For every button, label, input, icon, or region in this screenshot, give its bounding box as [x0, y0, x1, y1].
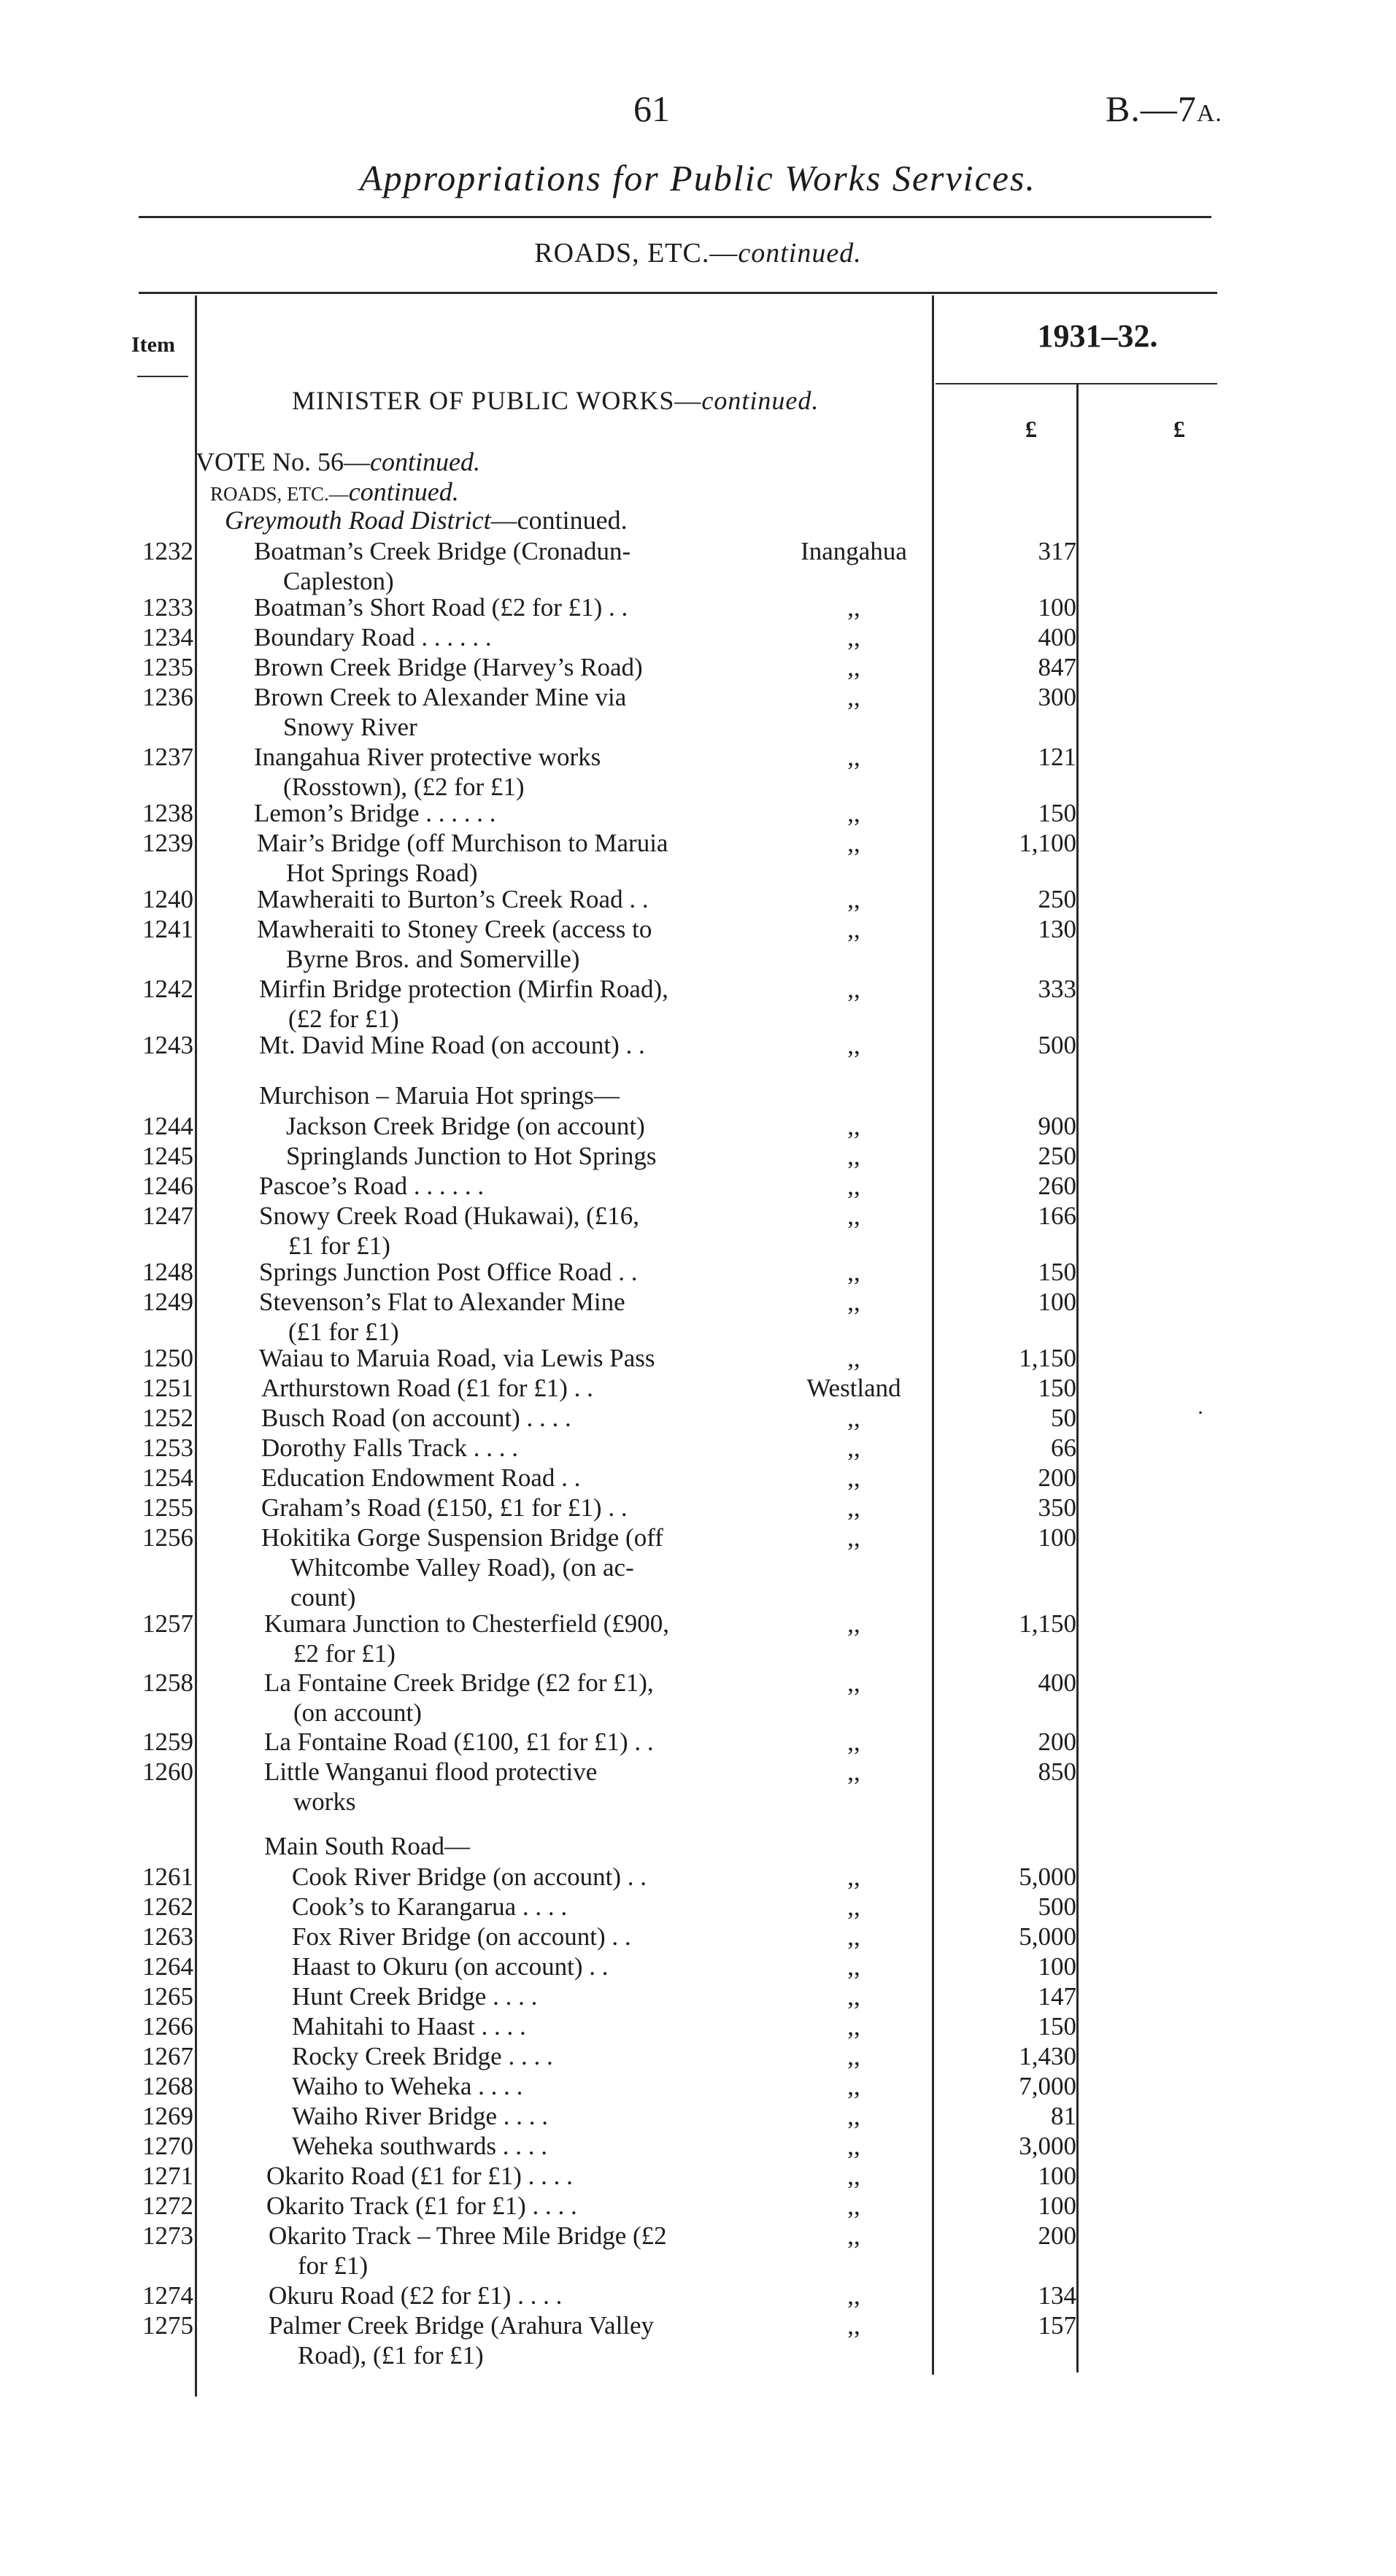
page-heading: Appropriations for Public Works Services. [360, 158, 1036, 198]
district-cell: ,, [847, 2012, 860, 2041]
amount-cell: 200 [1038, 1463, 1076, 1492]
item-description [292, 2071, 781, 2101]
district-cell: ,, [847, 1202, 860, 1230]
roads-heading-continued: continued. [348, 477, 459, 506]
amount-cell: 50 [1051, 1404, 1076, 1432]
description-line: Weheka southwards . . . . [292, 2132, 548, 2160]
item-number: 1238 [142, 799, 193, 827]
district-cell: ,, [847, 623, 860, 651]
amount-cell: 81 [1051, 2102, 1076, 2130]
item-description [292, 2011, 781, 2041]
item-column-divider [195, 295, 197, 2397]
description-line: Jackson Creek Bridge (on account) [286, 1112, 645, 1140]
amount-cell: 317 [1038, 537, 1076, 565]
amount-column-divider-mid [1076, 384, 1079, 2372]
item-number: 1275 [142, 2311, 193, 2340]
description-line: Snowy Creek Road (Hukawai), (£16, [259, 1202, 640, 1230]
description-line: Inangahua River protective works [254, 743, 601, 771]
item-description [292, 1892, 781, 1922]
description-line: works [293, 1787, 356, 1816]
district-cell: ,, [847, 2281, 860, 2310]
district-cell: ,, [847, 1523, 860, 1552]
item-description [292, 2041, 781, 2071]
description-line: La Fontaine Creek Bridge (£2 for £1), [264, 1668, 654, 1697]
description-line: Springlands Junction to Hot Springs [286, 1142, 657, 1170]
amount-cell: 1,150 [1019, 1609, 1076, 1638]
section-subheading [0, 237, 1396, 269]
district-cell: ,, [847, 2192, 860, 2220]
item-description [259, 1201, 748, 1261]
description-line: (£1 for £1) [288, 1318, 399, 1346]
item-number: 1251 [142, 1374, 193, 1402]
amount-cell: 100 [1038, 593, 1076, 622]
district-cell: ,, [847, 975, 860, 1003]
item-description [259, 1343, 748, 1373]
item-number: 1265 [142, 1982, 193, 2011]
description-line: Byrne Bros. and Somerville) [286, 945, 580, 973]
item-number: 1237 [142, 743, 193, 771]
heading-rule [139, 216, 1211, 218]
item-number: 1247 [142, 1202, 193, 1230]
district-cell: ,, [847, 1982, 860, 2011]
amount-cell: 200 [1038, 1728, 1076, 1756]
pound-header-col1: £ [1025, 416, 1037, 442]
description-line: Little Wanganui flood protective [264, 1757, 598, 1786]
district-cell: ,, [847, 1922, 860, 1951]
description-line: Education Endowment Road . . [261, 1463, 581, 1492]
item-description [261, 1493, 750, 1523]
district-cell: ,, [847, 1463, 860, 1492]
item-description [261, 1403, 750, 1433]
item-description [254, 682, 743, 742]
description-line: Okarito Track (£1 for £1) . . . . [266, 2192, 577, 2220]
district-cell: ,, [847, 2311, 860, 2340]
description-line: Arthurstown Road (£1 for £1) . . [261, 1374, 593, 1402]
item-number: 1256 [142, 1523, 193, 1552]
description-line: Rocky Creek Bridge . . . . [292, 2042, 553, 2070]
item-number: 1245 [142, 1142, 193, 1170]
item-description [254, 798, 743, 828]
description-line: Pascoe’s Road . . . . . . [259, 1172, 485, 1200]
item-description [261, 1523, 750, 1612]
district-cell: ,, [847, 1031, 860, 1059]
item-number: 1262 [142, 1892, 193, 1921]
description-line: (on account) [293, 1698, 422, 1727]
item-description [259, 1030, 748, 1060]
roads-heading-main: ROADS, ETC.— [210, 483, 349, 505]
item-description [254, 622, 743, 652]
item-description [292, 1952, 781, 1981]
amount-cell: 134 [1038, 2281, 1076, 2310]
description-line: Mawheraiti to Burton’s Creek Road . . [257, 885, 649, 913]
item-number: 1273 [142, 2221, 193, 2250]
district-cell: Inangahua [801, 537, 907, 565]
amount-cell: 5,000 [1019, 1863, 1076, 1891]
margin-speck: · [1197, 1401, 1204, 1425]
item-number: 1253 [142, 1434, 193, 1462]
amount-cell: 100 [1038, 1952, 1076, 1981]
description-line: Hot Springs Road) [286, 859, 478, 887]
item-number: 1271 [142, 2162, 193, 2190]
description-line: for £1) [298, 2251, 369, 2280]
amount-cell: 400 [1038, 1668, 1076, 1697]
item-number: 1258 [142, 1668, 193, 1697]
description-line: Waiau to Maruia Road, via Lewis Pass [259, 1344, 655, 1372]
amount-cell: 260 [1038, 1172, 1076, 1200]
ministry-heading-continued: continued. [701, 386, 820, 415]
district-cell: ,, [847, 1892, 860, 1921]
amount-cell: 100 [1038, 2162, 1076, 2190]
item-number: 1233 [142, 593, 193, 622]
description-line: La Fontaine Road (£100, £1 for £1) . . [264, 1728, 654, 1756]
item-description [261, 1433, 750, 1463]
district-cell: ,, [847, 1258, 860, 1286]
item-description [259, 1287, 748, 1347]
description-line: Waiho to Weheka . . . . [292, 2072, 523, 2100]
amount-cell: 150 [1038, 2012, 1076, 2041]
description-line: Hunt Creek Bridge . . . . [292, 1982, 538, 2011]
district-cell: ,, [847, 1863, 860, 1891]
district-cell: ,, [847, 1172, 860, 1200]
item-description [269, 2221, 757, 2281]
item-description [254, 652, 743, 682]
item-number: 1269 [142, 2102, 193, 2130]
document-reference-main: B.—7 [1106, 88, 1197, 129]
district-cell: Westland [806, 1374, 901, 1402]
item-number: 1250 [142, 1344, 193, 1372]
page-number: 61 [633, 88, 670, 129]
district-cell: ,, [847, 1434, 860, 1462]
district-cell: ,, [847, 915, 860, 943]
description-line: Graham’s Road (£150, £1 for £1) . . [261, 1493, 628, 1522]
vote-heading-main: VOTE No. 56— [196, 447, 370, 476]
amount-cell: 3,000 [1019, 2132, 1076, 2160]
description-line: Mt. David Mine Road (on account) . . [259, 1031, 645, 1059]
amount-cell: 500 [1038, 1031, 1076, 1059]
district-cell: ,, [847, 1728, 860, 1756]
pound-header-col2: £ [1173, 416, 1185, 442]
item-number: 1243 [142, 1031, 193, 1059]
amount-cell: 1,100 [1019, 829, 1076, 857]
amount-cell: 850 [1038, 1757, 1076, 1786]
item-description [264, 1757, 753, 1817]
description-line: (Rosstown), (£2 for £1) [283, 773, 525, 801]
section-subheading-main: ROADS, ETC.— [534, 238, 739, 268]
description-line: Brown Creek Bridge (Harvey’s Road) [254, 653, 643, 681]
item-number: 1246 [142, 1172, 193, 1200]
description-line: Mair’s Bridge (off Murchison to Maruia [257, 829, 668, 857]
document-reference-suffix: A. [1196, 100, 1222, 127]
item-description [292, 2131, 781, 2161]
amount-cell: 847 [1038, 653, 1076, 681]
item-description [292, 1981, 781, 2011]
item-header-rule [137, 376, 188, 377]
description-line: Mirfin Bridge protection (Mirfin Road), [259, 975, 668, 1003]
district-cell: ,, [847, 799, 860, 827]
description-line: Brown Creek to Alexander Mine via [254, 683, 627, 711]
amount-cell: 147 [1038, 1982, 1076, 2011]
item-number: 1259 [142, 1728, 193, 1756]
district-heading-continued: —continued. [490, 506, 628, 535]
district-cell: ,, [847, 1668, 860, 1697]
description-line: Busch Road (on account) . . . . [261, 1404, 571, 1432]
district-cell: ,, [847, 1493, 860, 1522]
description-line: Boundary Road . . . . . . [254, 623, 492, 651]
document-reference [1106, 88, 1222, 130]
description-line: Okarito Track – Three Mile Bridge (£2 [269, 2221, 667, 2250]
district-cell: ,, [847, 2162, 860, 2190]
amount-cell: 200 [1038, 2221, 1076, 2250]
amount-cell: 350 [1038, 1493, 1076, 1522]
description-line: £2 for £1) [293, 1639, 396, 1668]
description-line: Waiho River Bridge . . . . [292, 2102, 549, 2130]
item-description [286, 1141, 775, 1171]
amount-cell: 7,000 [1019, 2072, 1076, 2100]
district-cell: ,, [847, 1288, 860, 1316]
district-cell: ,, [847, 829, 860, 857]
section-subheading-continued: continued. [738, 238, 862, 268]
district-cell: ,, [847, 1142, 860, 1170]
item-description [292, 1862, 781, 1892]
item-description [269, 2310, 757, 2370]
district-cell: ,, [847, 653, 860, 681]
roads-heading [210, 476, 459, 507]
amount-column-divider-left [932, 295, 934, 2375]
district-cell: ,, [847, 2102, 860, 2130]
amount-cell: 166 [1038, 1202, 1076, 1230]
description-line: Hokitika Gorge Suspension Bridge (off [261, 1523, 663, 1552]
amount-cell: 300 [1038, 683, 1076, 711]
ministry-heading-main: MINISTER OF PUBLIC WORKS— [292, 386, 702, 415]
amount-cell: 121 [1038, 743, 1076, 771]
item-number: 1252 [142, 1404, 193, 1432]
amount-cell: 150 [1038, 1258, 1076, 1286]
item-number: 1242 [142, 975, 193, 1003]
item-number: 1267 [142, 2042, 193, 2070]
amount-cell: 150 [1038, 799, 1076, 827]
description-line: Palmer Creek Bridge (Arahura Valley [269, 2311, 655, 2340]
district-cell: ,, [847, 1757, 860, 1786]
item-number: 1232 [142, 537, 193, 565]
description-line: Dorothy Falls Track . . . . [261, 1434, 518, 1462]
item-description [254, 592, 743, 622]
item-description [254, 536, 743, 596]
item-description [257, 914, 746, 974]
item-number: 1248 [142, 1258, 193, 1286]
district-cell: ,, [847, 2132, 860, 2160]
item-number: 1244 [142, 1112, 193, 1140]
item-description [259, 974, 748, 1034]
amount-cell: 100 [1038, 1288, 1076, 1316]
description-line: Haast to Okuru (on account) . . [292, 1952, 609, 1981]
item-number: 1255 [142, 1493, 193, 1522]
amount-cell: 100 [1038, 1523, 1076, 1552]
item-number: 1257 [142, 1609, 193, 1638]
item-number: 1274 [142, 2281, 193, 2310]
description-line: £1 for £1) [288, 1231, 390, 1260]
item-description [269, 2281, 757, 2310]
item-description [257, 828, 746, 888]
amount-cell: 900 [1038, 1112, 1076, 1140]
amount-cell: 333 [1038, 975, 1076, 1003]
description-line: Snowy River [283, 713, 417, 741]
item-description [257, 884, 746, 914]
description-line: Cook River Bridge (on account) . . [292, 1863, 647, 1891]
item-number: 1266 [142, 2012, 193, 2041]
item-number: 1261 [142, 1863, 193, 1891]
item-description [259, 1171, 748, 1201]
district-cell: ,, [847, 2042, 860, 2070]
amount-cell: 157 [1038, 2311, 1076, 2340]
item-description [264, 1727, 753, 1757]
description-line: Lemon’s Bridge . . . . . . [254, 799, 496, 827]
table-top-rule [139, 292, 1217, 294]
item-description [264, 1609, 753, 1668]
amount-cell: 1,430 [1019, 2042, 1076, 2070]
item-number: 1234 [142, 623, 193, 651]
item-number: 1235 [142, 653, 193, 681]
year-column-header: 1931–32. [1037, 318, 1158, 354]
description-line: Mahitahi to Haast . . . . [292, 2012, 526, 2041]
subheading-murchison: Murchison – Maruia Hot springs— [259, 1081, 620, 1110]
district-cell: ,, [847, 1952, 860, 1981]
district-cell: ,, [847, 885, 860, 913]
district-cell: ,, [847, 1112, 860, 1140]
district-cell: ,, [847, 2221, 860, 2250]
description-line: Boatman’s Short Road (£2 for £1) . . [254, 593, 628, 622]
amount-cell: 1,150 [1019, 1344, 1076, 1372]
description-line: Stevenson’s Flat to Alexander Mine [259, 1288, 625, 1316]
item-number: 1254 [142, 1463, 193, 1492]
item-description [254, 742, 743, 802]
description-line: Kumara Junction to Chesterfield (£900, [264, 1609, 670, 1638]
item-number: 1249 [142, 1288, 193, 1316]
description-line: Mawheraiti to Stoney Creek (access to [257, 915, 652, 943]
item-number: 1236 [142, 683, 193, 711]
description-line: Boatman’s Creek Bridge (Cronadun- [254, 537, 631, 565]
item-description [266, 2191, 755, 2221]
item-number: 1263 [142, 1922, 193, 1951]
district-heading [225, 505, 628, 535]
item-description [266, 2161, 755, 2191]
item-description [261, 1463, 750, 1493]
district-heading-name: Greymouth Road District [225, 506, 491, 535]
item-number: 1240 [142, 885, 193, 913]
item-description [292, 1922, 781, 1952]
district-cell: ,, [847, 1609, 860, 1638]
item-description [261, 1373, 750, 1403]
description-line: Whitcombe Valley Road), (on ac- [290, 1553, 634, 1582]
description-line: Cook’s to Karangarua . . . . [292, 1892, 568, 1921]
description-line: Fox River Bridge (on account) . . [292, 1922, 631, 1951]
district-cell: ,, [847, 743, 860, 771]
amount-cell: 130 [1038, 915, 1076, 943]
item-number: 1260 [142, 1757, 193, 1786]
item-number: 1268 [142, 2072, 193, 2100]
item-number: 1264 [142, 1952, 193, 1981]
description-line: Springs Junction Post Office Road . . [259, 1258, 638, 1286]
district-cell: ,, [847, 683, 860, 711]
vote-heading-continued: continued. [369, 447, 480, 476]
amount-cell: 400 [1038, 623, 1076, 651]
amount-cell: 150 [1038, 1374, 1076, 1402]
item-number: 1272 [142, 2192, 193, 2220]
item-number: 1241 [142, 915, 193, 943]
description-line: Capleston) [283, 567, 394, 595]
description-line: count) [290, 1583, 356, 1612]
description-line: Okarito Road (£1 for £1) . . . . [266, 2162, 573, 2190]
description-line: Road), (£1 for £1) [298, 2341, 484, 2370]
description-line: (£2 for £1) [288, 1005, 399, 1033]
district-cell: ,, [847, 1404, 860, 1432]
amount-cell: 250 [1038, 1142, 1076, 1170]
district-cell: ,, [847, 1344, 860, 1372]
ministry-heading [292, 385, 819, 416]
amount-cell: 250 [1038, 885, 1076, 913]
item-description [264, 1668, 753, 1728]
amount-cell: 5,000 [1019, 1922, 1076, 1951]
amount-cell: 500 [1038, 1892, 1076, 1921]
amount-cell: 66 [1051, 1434, 1076, 1462]
item-description [292, 2101, 781, 2131]
district-cell: ,, [847, 593, 860, 622]
item-number: 1270 [142, 2132, 193, 2160]
district-cell: ,, [847, 2072, 860, 2100]
item-number: 1239 [142, 829, 193, 857]
item-description [259, 1257, 748, 1287]
description-line: Okuru Road (£2 for £1) . . . . [269, 2281, 563, 2310]
item-column-header: Item [131, 333, 175, 357]
subheading-main-south-road: Main South Road— [264, 1832, 470, 1860]
item-description [286, 1111, 775, 1141]
vote-heading [196, 446, 480, 477]
amount-cell: 100 [1038, 2192, 1076, 2220]
